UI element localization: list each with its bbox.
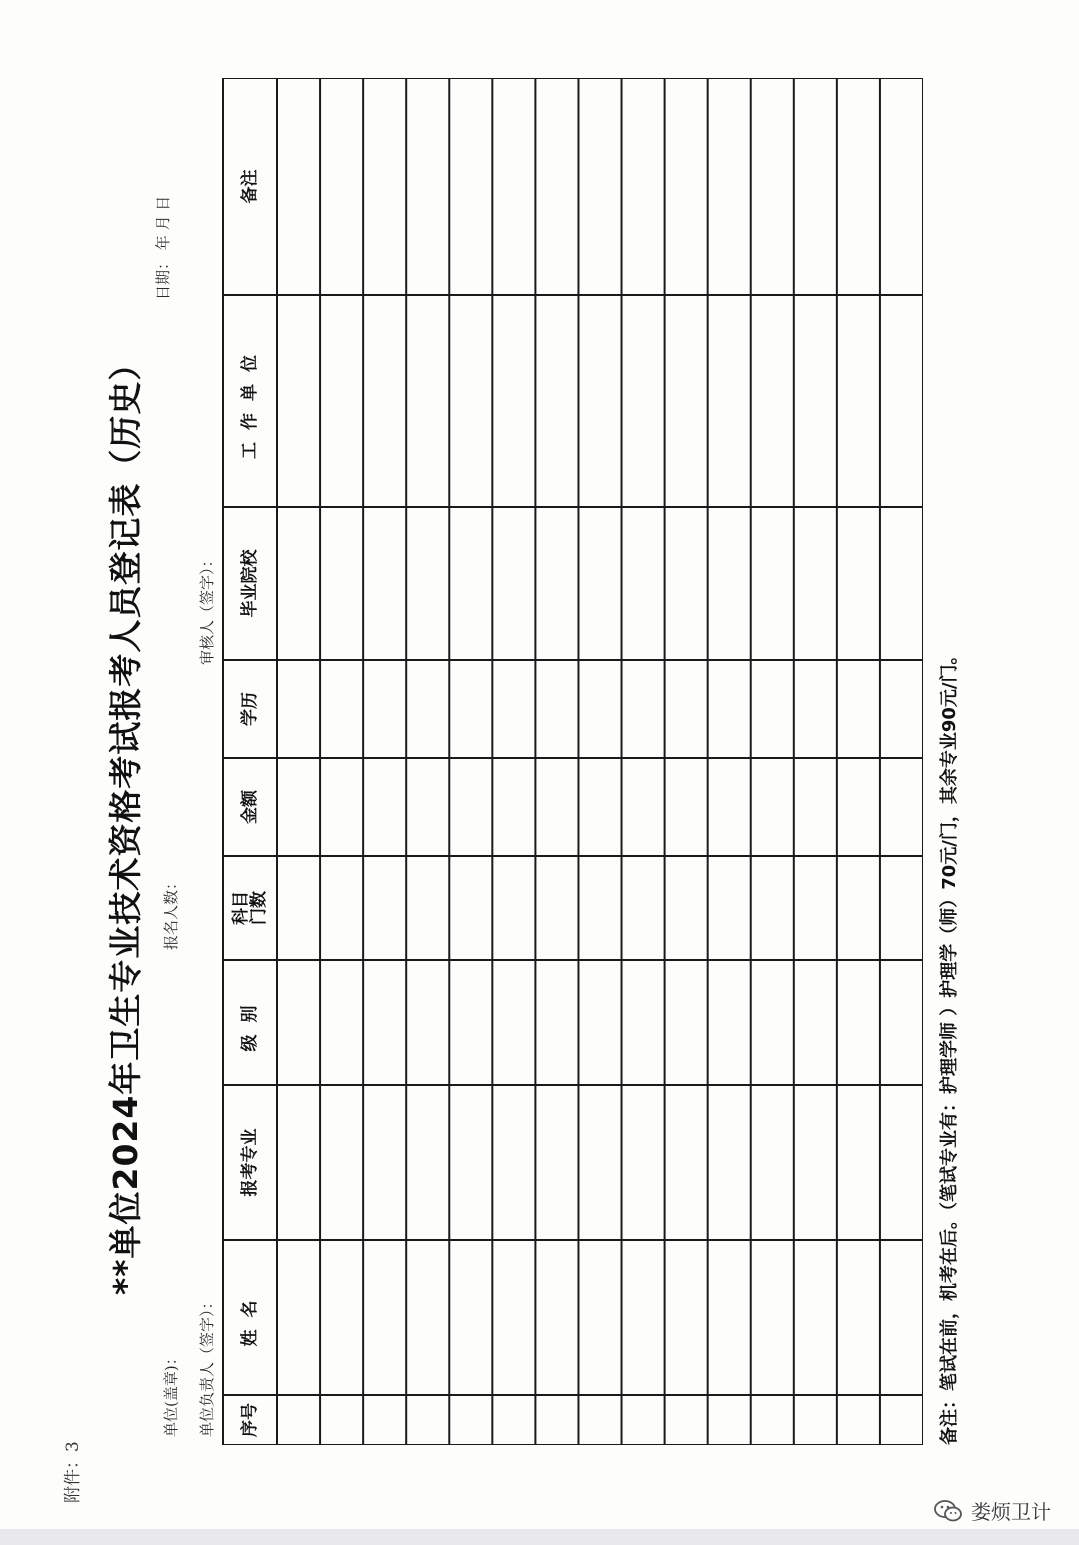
attachment-label: 附件：3 [63,1441,83,1503]
col-header-index: 序号 [239,1403,260,1437]
reviewer-signature-label: 审核人（签字）： [198,552,216,665]
wechat-icon [933,1499,963,1523]
col-header-amount: 金额 [239,790,260,824]
watermark-text: 娄烦卫计 [971,1500,1051,1524]
col-header-name: 姓名 [239,1288,260,1347]
form-title: **单位2024年卫生专业技术资格考试报考人员登记表（历史） [106,346,145,1295]
col-header-employer: 工作单位 [239,343,260,459]
watermark [933,1496,1051,1525]
bottom-strip [0,1529,1079,1545]
unit-seal-label: 单位(盖章)： [162,1350,180,1437]
col-header-school: 毕业院校 [239,549,260,618]
applicant-count-label: 报名人数： [162,874,180,950]
col-header-remarks: 备注 [239,169,260,204]
col-header-major: 报考专业 [239,1128,260,1197]
footer-note: 备注：笔试在前，机考在后。（笔试专业有：护理学师 ）护理学（师）70元/门，其余专业90元/门。 [939,646,960,1445]
unit-head-signature-label: 单位负责人（签字）： [198,1294,216,1437]
registration-table-grid [222,78,923,1445]
col-header-subject-count: 科目门数 [230,891,269,925]
date-label: 日期： 年 月 日 [154,195,172,300]
col-header-education: 学历 [239,692,260,726]
col-header-level: 级别 [239,993,260,1052]
